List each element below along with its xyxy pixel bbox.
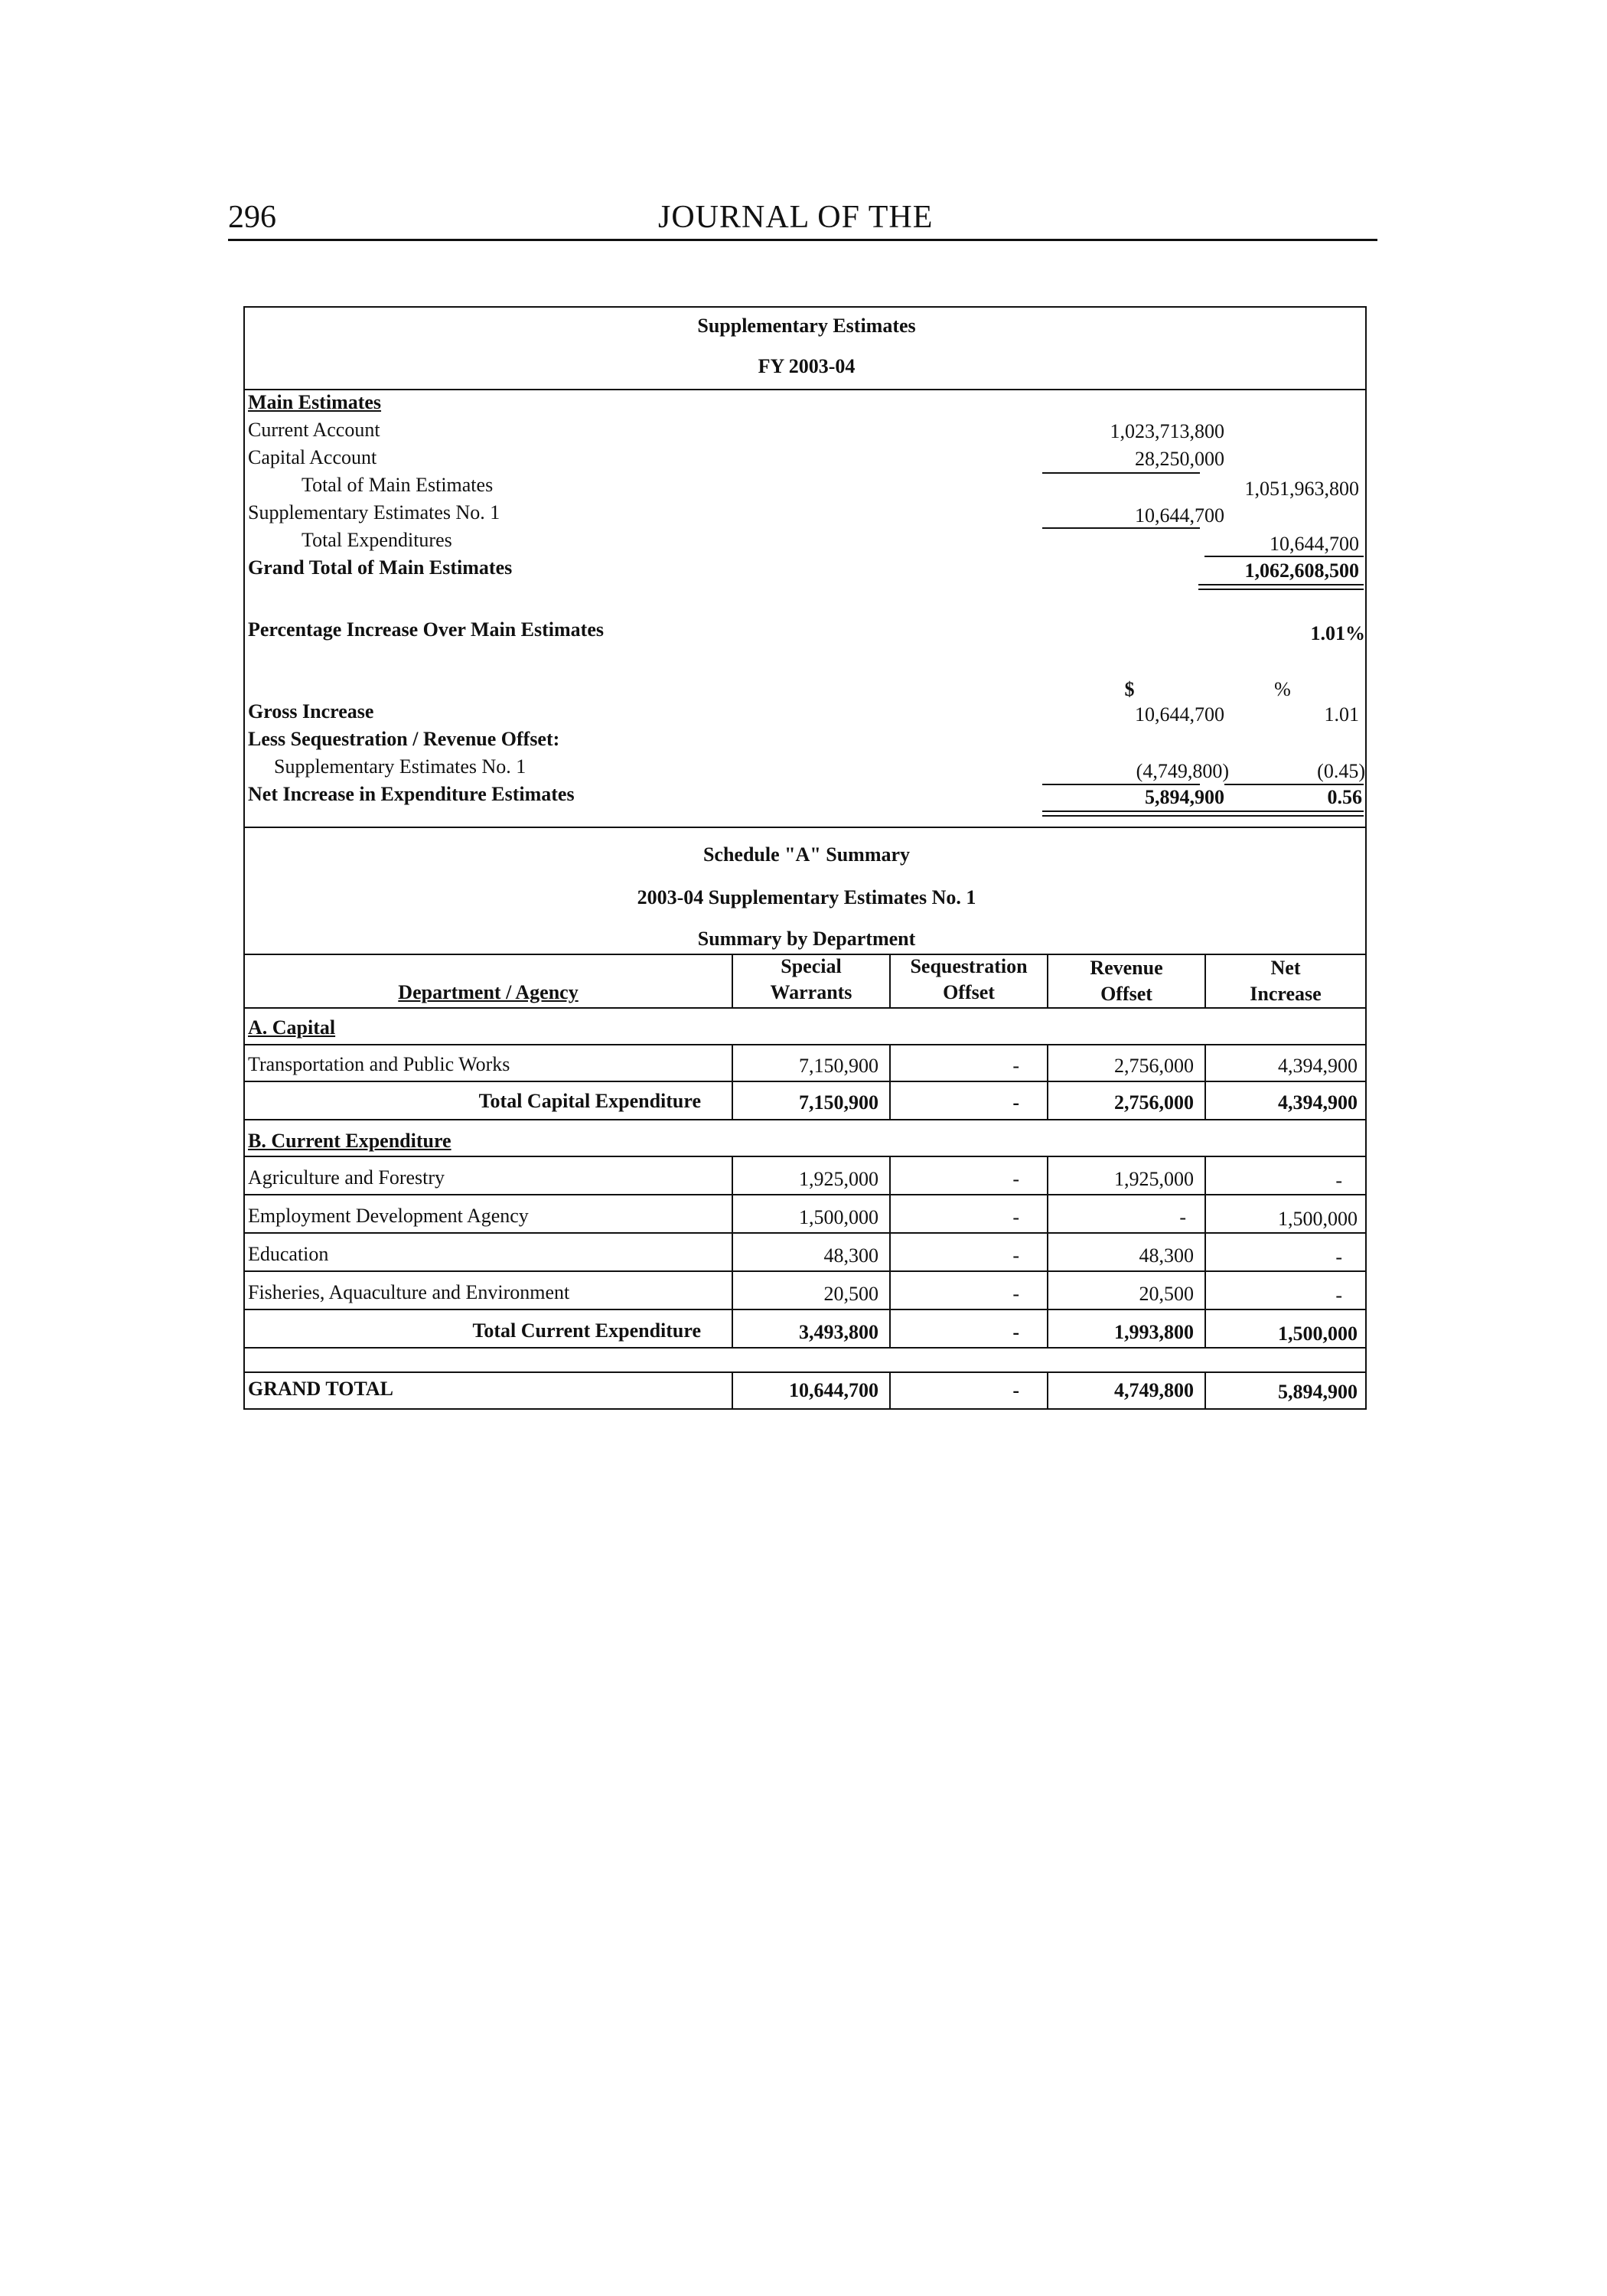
pct-increase-label: Percentage Increase Over Main Estimates — [248, 618, 604, 641]
col-header-seq: Sequestration — [910, 955, 1028, 977]
col-header-dept: Department / Agency — [398, 981, 579, 1003]
divider — [245, 1371, 1365, 1373]
col-header-special: Special — [781, 955, 842, 977]
underline — [1224, 784, 1364, 785]
cell-seq: - — [1012, 1055, 1019, 1077]
cell-seq: - — [1012, 1206, 1019, 1228]
current-account-label: Current Account — [248, 419, 380, 441]
total-capital-special: 7,150,900 — [799, 1091, 878, 1114]
cell-special: 20,500 — [823, 1283, 878, 1305]
seq-supp-value: (4,749,800) — [1136, 760, 1229, 782]
underline — [1042, 527, 1200, 529]
schedule-title: Schedule "A" Summary — [702, 843, 911, 866]
col-header-seq-2: Offset — [943, 981, 995, 1003]
underline — [1204, 556, 1364, 557]
grand-total-main-label: Grand Total of Main Estimates — [248, 556, 513, 579]
double-underline — [1042, 810, 1364, 817]
cell-rev: 20,500 — [1139, 1283, 1194, 1305]
divider — [245, 1007, 1365, 1009]
table-row: Fisheries, Aquaculture and Environment — [248, 1281, 570, 1303]
cell-rev: 2,756,000 — [1114, 1055, 1194, 1077]
pct-increase-value: 1.01% — [1310, 622, 1365, 644]
grand-total-rev: 4,749,800 — [1114, 1379, 1194, 1401]
cell-net: 4,394,900 — [1278, 1055, 1358, 1077]
page-header — [228, 193, 1377, 241]
fiscal-year: FY 2003-04 — [758, 355, 856, 377]
divider — [245, 1232, 1365, 1234]
total-main-label: Total of Main Estimates — [302, 474, 494, 496]
total-current-rev: 1,993,800 — [1114, 1321, 1194, 1343]
col-header-rev: Revenue — [1090, 957, 1163, 979]
total-capital-label: Total Capital Expenditure — [478, 1090, 701, 1112]
grand-total-seq: - — [1012, 1379, 1019, 1401]
col-header-rev-2: Offset — [1100, 983, 1152, 1005]
capital-account-value: 28,250,000 — [1135, 448, 1224, 470]
section-b-heading: B. Current Expenditure — [248, 1130, 451, 1152]
total-main-value: 1,051,963,800 — [1244, 478, 1359, 500]
gross-increase-value: 10,644,700 — [1135, 703, 1224, 726]
grand-total-special: 10,644,700 — [789, 1379, 878, 1401]
supp-no1-label: Supplementary Estimates No. 1 — [248, 501, 500, 523]
cell-net: - — [1335, 1246, 1342, 1268]
divider — [245, 1119, 1365, 1120]
cell-seq: - — [1012, 1244, 1019, 1267]
total-current-special: 3,493,800 — [799, 1321, 878, 1343]
less-seq-label: Less Sequestration / Revenue Offset: — [248, 728, 560, 750]
percent-header: % — [1274, 678, 1291, 700]
table-row: Transportation and Public Works — [248, 1053, 510, 1075]
journal-title: JOURNAL OF THE — [658, 200, 934, 235]
section-a-heading: A. Capital — [248, 1016, 336, 1039]
divider — [245, 389, 1365, 390]
col-header-net: Net — [1270, 957, 1301, 979]
cell-rev: - — [1179, 1206, 1186, 1228]
gross-increase-label: Gross Increase — [248, 700, 374, 722]
cell-net: 1,500,000 — [1278, 1208, 1358, 1230]
total-exp-label: Total Expenditures — [302, 529, 452, 551]
grand-total-label: GRAND TOTAL — [248, 1378, 393, 1400]
divider — [245, 1347, 1365, 1349]
estimates-title: Supplementary Estimates — [697, 315, 916, 337]
supplementary-estimates-table — [243, 306, 1367, 1410]
total-capital-rev: 2,756,000 — [1114, 1091, 1194, 1114]
cell-special: 1,500,000 — [799, 1206, 878, 1228]
summary-by-department: Summary by Department — [697, 928, 916, 950]
cell-special: 1,925,000 — [799, 1168, 878, 1190]
total-capital-net: 4,394,900 — [1278, 1091, 1358, 1114]
dollar-header: $ — [1124, 678, 1135, 700]
gross-increase-pct: 1.01 — [1324, 703, 1359, 726]
net-increase-pct: 0.56 — [1327, 786, 1362, 808]
divider — [245, 1309, 1365, 1310]
cell-rev: 1,925,000 — [1114, 1168, 1194, 1190]
table-row: Employment Development Agency — [248, 1205, 529, 1227]
main-estimates-heading: Main Estimates — [248, 391, 382, 413]
double-underline — [1198, 584, 1364, 590]
divider — [245, 1270, 1365, 1272]
total-capital-seq: - — [1012, 1091, 1019, 1114]
section-divider — [245, 827, 1365, 828]
supp-no1-value: 10,644,700 — [1135, 504, 1224, 527]
cell-rev: 48,300 — [1139, 1244, 1194, 1267]
grand-total-net: 5,894,900 — [1278, 1381, 1358, 1403]
total-current-seq: - — [1012, 1321, 1019, 1343]
total-exp-value: 10,644,700 — [1270, 533, 1359, 555]
cell-special: 48,300 — [823, 1244, 878, 1267]
cell-seq: - — [1012, 1283, 1019, 1305]
current-account-value: 1,023,713,800 — [1110, 420, 1224, 442]
total-current-label: Total Current Expenditure — [472, 1319, 701, 1342]
cell-seq: - — [1012, 1168, 1019, 1190]
page-number: 296 — [228, 200, 276, 235]
cell-special: 7,150,900 — [799, 1055, 878, 1077]
underline — [1042, 784, 1200, 785]
net-increase-value: 5,894,900 — [1145, 786, 1224, 808]
net-increase-label: Net Increase in Expenditure Estimates — [248, 783, 575, 805]
table-row: Education — [248, 1243, 329, 1265]
divider — [245, 1081, 1365, 1082]
schedule-subtitle: 2003-04 Supplementary Estimates No. 1 — [637, 886, 976, 908]
divider — [245, 1194, 1365, 1195]
divider — [245, 1156, 1365, 1157]
total-current-net: 1,500,000 — [1278, 1322, 1358, 1345]
seq-supp-label: Supplementary Estimates No. 1 — [274, 755, 526, 778]
col-header-special-2: Warrants — [770, 981, 852, 1003]
divider — [245, 1044, 1365, 1045]
capital-account-label: Capital Account — [248, 446, 377, 468]
cell-net: - — [1335, 1169, 1342, 1192]
table-row: Agriculture and Forestry — [248, 1166, 445, 1189]
underline — [1042, 472, 1200, 474]
cell-net: - — [1335, 1284, 1342, 1306]
seq-supp-pct: (0.45) — [1317, 760, 1365, 782]
col-header-net-2: Increase — [1250, 983, 1322, 1005]
grand-total-main-value: 1,062,608,500 — [1244, 559, 1359, 582]
